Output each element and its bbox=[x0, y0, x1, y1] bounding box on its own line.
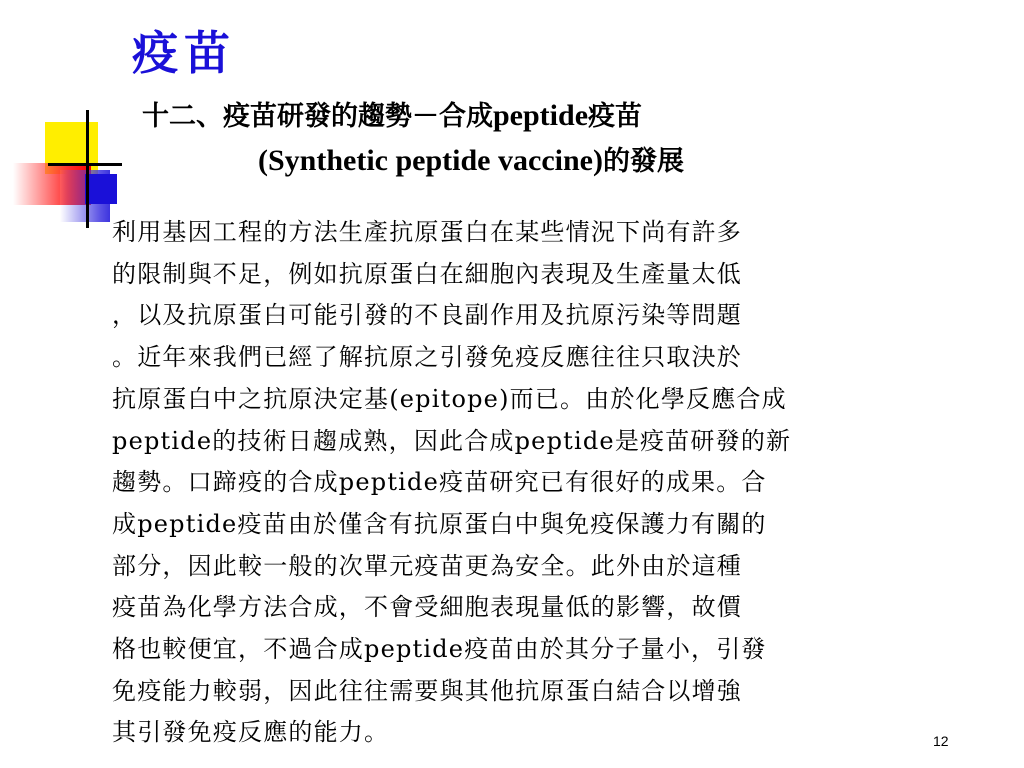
body-line: 利用基因工程的方法生產抗原蛋白在某些情況下尚有許多 bbox=[112, 218, 742, 246]
body-line: 疫苗為化學方法合成，不會受細胞表現量低的影響，故價 bbox=[112, 593, 742, 622]
body-line: 部分，因此較一般的次單元疫苗更為安全。此外由於這種 bbox=[112, 551, 742, 580]
body-line: peptide的技術日趨成熟，因此合成peptide是疫苗研發的新 bbox=[112, 426, 792, 455]
subtitle-line-1-prefix: 十二、疫苗研發的趨勢－合成 bbox=[142, 101, 493, 132]
body-line: ，以及抗原蛋白可能引發的不良副作用及抗原污染等問題 bbox=[112, 301, 742, 330]
logo-blue-square bbox=[85, 174, 117, 204]
subtitle-line-2-suffix: 的發展 bbox=[602, 146, 684, 177]
subtitle-line-2 bbox=[142, 139, 912, 184]
body-line: 其引發免疫反應的能力。 bbox=[112, 718, 390, 747]
body-line: 格也較便宜，不過合成peptide疫苗由於其分子量小，引發 bbox=[112, 635, 767, 664]
subtitle-line-2-latin: (Synthetic peptide vaccine) bbox=[258, 144, 603, 177]
slide-subtitle bbox=[142, 94, 912, 184]
subtitle-line-1 bbox=[142, 94, 912, 139]
body-line: 免疫能力較弱，因此往往需要與其他抗原蛋白結合以增強 bbox=[112, 676, 742, 705]
decorative-block-logo bbox=[0, 0, 140, 240]
body-line: 成peptide疫苗由於僅含有抗原蛋白中與免疫保護力有關的 bbox=[112, 509, 767, 538]
subtitle-line-1-suffix: 疫苗 bbox=[588, 101, 643, 132]
logo-vertical-line bbox=[86, 110, 89, 228]
body-line: 趨勢。口蹄疫的合成peptide疫苗研究已有很好的成果。合 bbox=[112, 468, 767, 497]
slide-title: 疫苗 bbox=[132, 26, 236, 80]
subtitle-line-1-latin: peptide bbox=[493, 99, 589, 132]
body-line: 抗原蛋白中之抗原決定基(epitope)而已。由於化學反應合成 bbox=[112, 384, 787, 413]
body-text bbox=[112, 212, 992, 754]
logo-horizontal-line bbox=[48, 163, 122, 166]
body-line: 的限制與不足，例如抗原蛋白在細胞內表現及生產量太低 bbox=[112, 259, 742, 288]
page-number: 12 bbox=[933, 733, 949, 749]
body-line: 。近年來我們已經了解抗原之引發免疫反應往往只取決於 bbox=[112, 343, 742, 372]
